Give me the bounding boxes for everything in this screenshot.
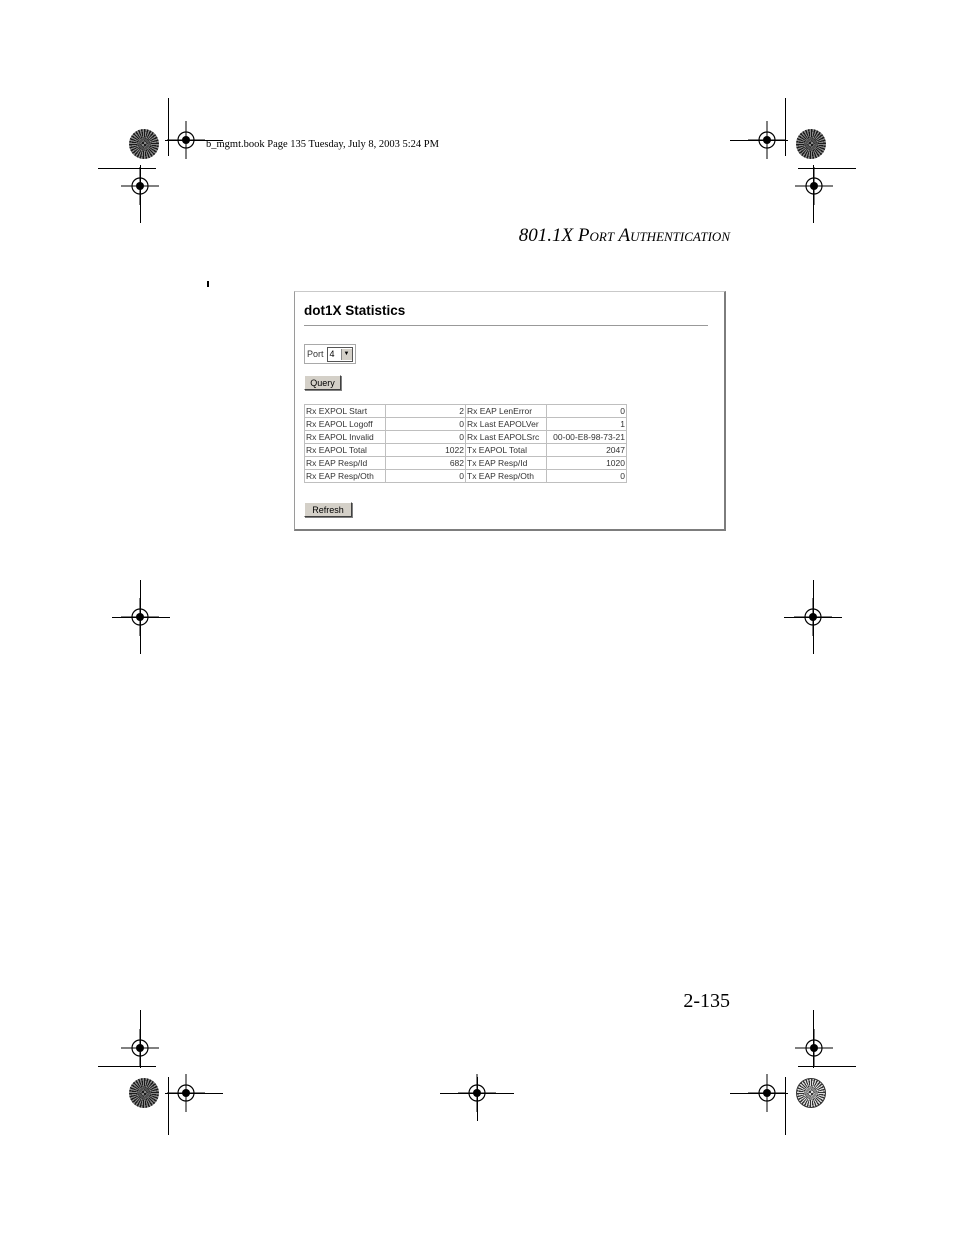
table-row — [305, 418, 627, 431]
stat-label: Rx EAP Resp/Id — [305, 457, 386, 470]
stat-value: 00-00-E8-98-73-21 — [547, 431, 627, 444]
query-button[interactable]: Query — [304, 375, 341, 390]
port-label: Port — [307, 349, 324, 359]
stat-value: 0 — [386, 431, 466, 444]
color-bar-icon — [129, 129, 159, 159]
table-row — [305, 405, 627, 418]
stat-value: 2047 — [547, 444, 627, 457]
stat-value: 0 — [547, 470, 627, 483]
stat-label: Rx EAPOL Total — [305, 444, 386, 457]
crosshair-icon — [748, 121, 786, 159]
color-bar-icon — [796, 129, 826, 159]
page-title: dot1X Statistics — [304, 303, 406, 318]
port-select-value: 4 — [329, 349, 335, 359]
crosshair-icon — [167, 1074, 205, 1112]
table-row — [305, 431, 627, 444]
crosshair-icon — [121, 167, 159, 205]
crosshair-icon — [121, 1029, 159, 1067]
stat-value: 2 — [386, 405, 466, 418]
port-select[interactable] — [327, 347, 353, 362]
table-row — [305, 470, 627, 483]
stat-value: 0 — [547, 405, 627, 418]
stat-value: 1 — [547, 418, 627, 431]
change-bar — [207, 281, 209, 287]
chevron-down-icon[interactable]: ▼ — [341, 349, 352, 360]
stat-label: Tx EAP Resp/Oth — [466, 470, 547, 483]
stat-label: Rx EAPOL Logoff — [305, 418, 386, 431]
crosshair-icon — [794, 598, 832, 636]
stat-label: Tx EAP Resp/Id — [466, 457, 547, 470]
port-selector — [304, 344, 356, 364]
stat-value: 0 — [386, 470, 466, 483]
crosshair-icon — [458, 1074, 496, 1112]
page-number: 2-135 — [683, 990, 730, 1012]
crosshair-icon — [167, 121, 205, 159]
stat-value: 1022 — [386, 444, 466, 457]
table-row — [305, 457, 627, 470]
title-divider — [304, 325, 708, 326]
stat-label: Rx EAP LenError — [466, 405, 547, 418]
stat-value: 0 — [386, 418, 466, 431]
print-header: b_mgmt.book Page 135 Tuesday, July 8, 2003 5:24 PM — [206, 139, 439, 150]
stat-label: Rx Last EAPOLVer — [466, 418, 547, 431]
crosshair-icon — [121, 598, 159, 636]
color-bar-icon — [129, 1078, 159, 1108]
stat-value: 1020 — [547, 457, 627, 470]
color-bar-icon — [796, 1078, 826, 1108]
stat-label: Tx EAPOL Total — [466, 444, 547, 457]
dot1x-statistics-screenshot — [294, 291, 726, 531]
crosshair-icon — [795, 1029, 833, 1067]
crosshair-icon — [795, 167, 833, 205]
running-head: 801.1X PORT AUTHENTICATION — [518, 225, 730, 246]
refresh-button[interactable]: Refresh — [304, 502, 352, 517]
table-row — [305, 444, 627, 457]
stat-label: Rx Last EAPOLSrc — [466, 431, 547, 444]
stat-label: Rx EXPOL Start — [305, 405, 386, 418]
stat-label: Rx EAPOL Invalid — [305, 431, 386, 444]
stat-label: Rx EAP Resp/Oth — [305, 470, 386, 483]
crosshair-icon — [748, 1074, 786, 1112]
statistics-table — [304, 404, 627, 483]
stat-value: 682 — [386, 457, 466, 470]
